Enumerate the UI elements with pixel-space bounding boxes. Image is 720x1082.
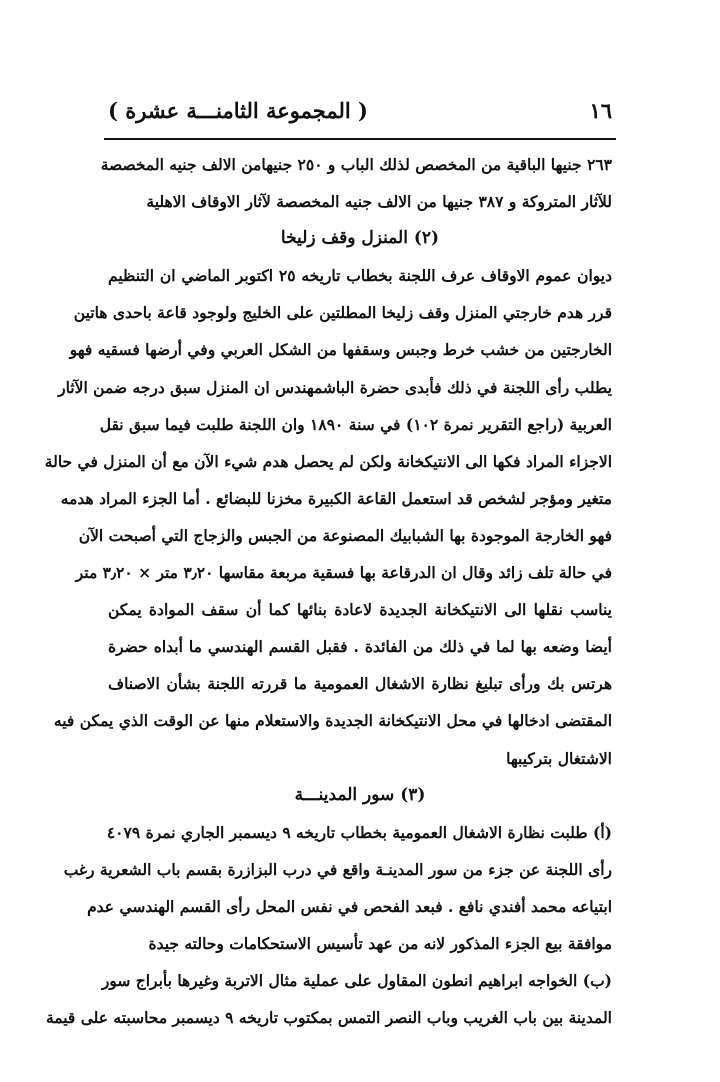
text-line: الخارجتين من خشب خرط وجبس وسقفها من الشكل العربي وفي أرضها فسقيه فهو <box>69 340 612 360</box>
page-body <box>44 146 612 1036</box>
text-line: المقتضى ادخالها في محل الانتيكخانة الجديدة والاستعلام منها عن الوقت الذي يمكن فيه <box>53 711 612 731</box>
text-line: يطلب رأى اللجنة في ذلك فأبدى حضرة الباشمهندس ان المنزل سبق درجه ضمن الآثار <box>58 377 612 397</box>
text-line: فهو الخارجة الموجودة بها الشبابيك المصنوعة من الجبس والزجاج التي أصبحت الآن <box>78 525 612 545</box>
section-heading: (٣) سور المدينـــة <box>294 784 426 805</box>
text-line: الاجزاء المراد فكها الى الانتيكخانة ولكن لم يحصل هدم شيء الآن مع أن المنزل في حالة <box>44 451 612 471</box>
text-line: ابتياعه محمد أفندي نافع . فبعد الفحص في نفس المحل رأى القسم الهندسي عدم <box>87 896 612 916</box>
running-title: ( المجموعة الثامنـــة عشرة ) <box>108 97 368 123</box>
text-line: ٢٦٣ جنيها الباقية من المخصص لذلك الباب و ٢٥٠ جنيهامن الالف جنيه المخصصة <box>100 155 612 174</box>
text-line: (ب) الخواجه ابراهيم انطون المقاول على عملية مثال الاتربة وغيرها بأبراج سور <box>101 971 612 991</box>
page-header <box>108 92 612 128</box>
text-line: قرر هدم خارجتي المنزل وقف زليخا المطلتين على الخليج ولوجود قاعة باحدى هاتين <box>73 303 612 323</box>
text-line: أيضا وضعه بها لما في ذلك من الفائدة . فقبل القسم الهندسي ما أبداه حضرة <box>108 637 612 657</box>
text-line: العربية (راجع التقرير نمرة ١٠٢) في سنة ١٨٩٠ وان اللجنة طلبت فيما سبق نقل <box>99 414 612 434</box>
header-rule <box>104 138 616 140</box>
page-number: ١٦ <box>589 97 612 123</box>
text-line: (أ) طلبت نظارة الاشغال العمومية بخطاب تاريخه ٩ ديسمبر الجاري نمرة ٤٠٧٩ <box>106 822 612 842</box>
text-line: يناسب نقلها الى الانتيكخانة الجديدة لاعادة بنائها كما أن سقف الموادة يمكن <box>108 600 612 620</box>
text-line: للآثار المتروكة و ٣٨٧ جنيها من الالف جنيه المخصصة لآثار الاوقاف الاهلية <box>146 192 612 212</box>
section-heading: (٢) المنزل وقف زليخا <box>280 228 440 249</box>
text-line: الاشتغال بتركيبها <box>506 748 612 768</box>
text-line: موافقة بيع الجزء المذكور لانه من عهد تأسيس الاستحكامات وحالته جيدة <box>148 933 612 953</box>
text-line: هرتس بك ورأى تبليغ نظارة الاشغال العمومية ما قررته اللجنة بشأن الاصناف <box>108 674 612 694</box>
text-line: ديوان عموم الاوقاف عرف اللجنة بخطاب تاريخه ٢٥ اكتوبر الماضي ان التنظيم <box>108 266 612 286</box>
text-line: متغير ومؤجر لشخص قد استعمل القاعة الكبيرة مخزنا للبضائع . أما الجزء المراد هدمه <box>60 488 612 508</box>
text-line: المدينة بين باب الغريب وباب النصر التمس بمكتوب تاريخه ٩ ديسمبر محاسبته على قيمة <box>45 1008 612 1028</box>
text-line: رأى اللجنة عن جزء من سور المدينـة واقع في درب البزازرة بقسم باب الشعرية رغب <box>63 859 612 879</box>
text-line: في حالة تلف زائد وقال ان الدرقاعة بها فسقية مربعة مقاسها ٣٫٢٠ متر × ٣٫٢٠ متر <box>75 563 612 583</box>
